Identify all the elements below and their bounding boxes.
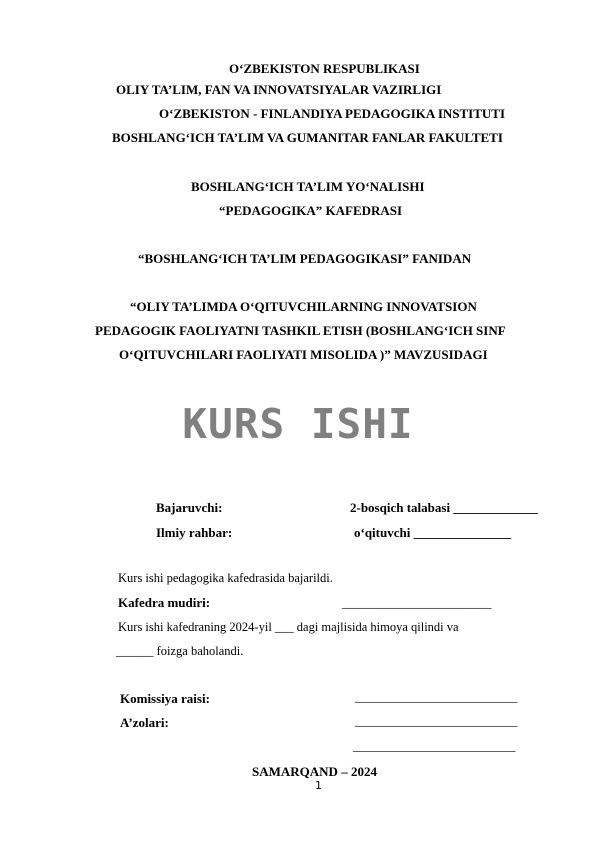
department-head-label: Kafedra mudiri: bbox=[118, 595, 211, 610]
document-title: KURS ISHI bbox=[182, 400, 414, 448]
header-ministry: OLIY TA’LIM, FAN VA INNOVATSIYALAR VAZIRLIGI bbox=[116, 82, 442, 97]
grade-statement: ______ foizga baholandi. bbox=[116, 644, 244, 658]
header-republic: O‘ZBEKISTON RESPUBLIKASI bbox=[229, 61, 420, 76]
topic-line-3: O‘QITUVCHILARI FAOLIYATI MISOLIDA )” MAVZUSIDAGI bbox=[119, 347, 488, 362]
header-institute: O‘ZBEKISTON - FINLANDIYA PEDAGOGIKA INSTITUTI bbox=[159, 106, 506, 121]
commission-member-blank-2: _________________________ bbox=[353, 738, 516, 753]
commission-chair-blank: _________________________ bbox=[355, 689, 518, 704]
department-direction: BOSHLANG‘ICH TA’LIM YO‘NALISHI bbox=[191, 179, 425, 194]
supervisor-label: Ilmiy rahbar: bbox=[156, 525, 233, 540]
commission-member-blank-1: _________________________ bbox=[355, 713, 518, 728]
topic-line-1: “OLIY TA’LIMDA O‘QITUVCHILARNING INNOVATSION bbox=[130, 299, 477, 314]
performer-value: 2-bosqich talabasi _____________ bbox=[350, 500, 538, 515]
commission-members-label: A’zolari: bbox=[120, 715, 169, 730]
performer-label: Bajaruvchi: bbox=[156, 500, 223, 515]
meeting-statement: Kurs ishi kafedraning 2024-yil ___ dagi majlisida himoya qilindi va bbox=[118, 620, 459, 634]
page-number: 1 bbox=[315, 779, 322, 792]
topic-line-2: PEDAGOGIK FAOLIYATNI TASHKIL ETISH (BOSHLANG‘ICH SINF bbox=[95, 323, 506, 338]
department-head-blank: _______________________ bbox=[342, 595, 492, 610]
subject-line: “BOSHLANG‘ICH TA’LIM PEDAGOGIKASI” FANIDAN bbox=[138, 251, 472, 266]
city-year: SAMARQAND – 2024 bbox=[252, 764, 377, 779]
completion-statement: Kurs ishi pedagogika kafedrasida bajarildi. bbox=[118, 571, 333, 585]
header-faculty: BOSHLANG‘ICH TA’LIM VA GUMANITAR FANLAR FAKULTETI bbox=[112, 130, 503, 145]
commission-chair-label: Komissiya raisi: bbox=[120, 691, 210, 706]
department-name: “PEDAGOGIKA” KAFEDRASI bbox=[219, 203, 403, 218]
supervisor-value: o‘qituvchi _______________ bbox=[354, 525, 512, 540]
